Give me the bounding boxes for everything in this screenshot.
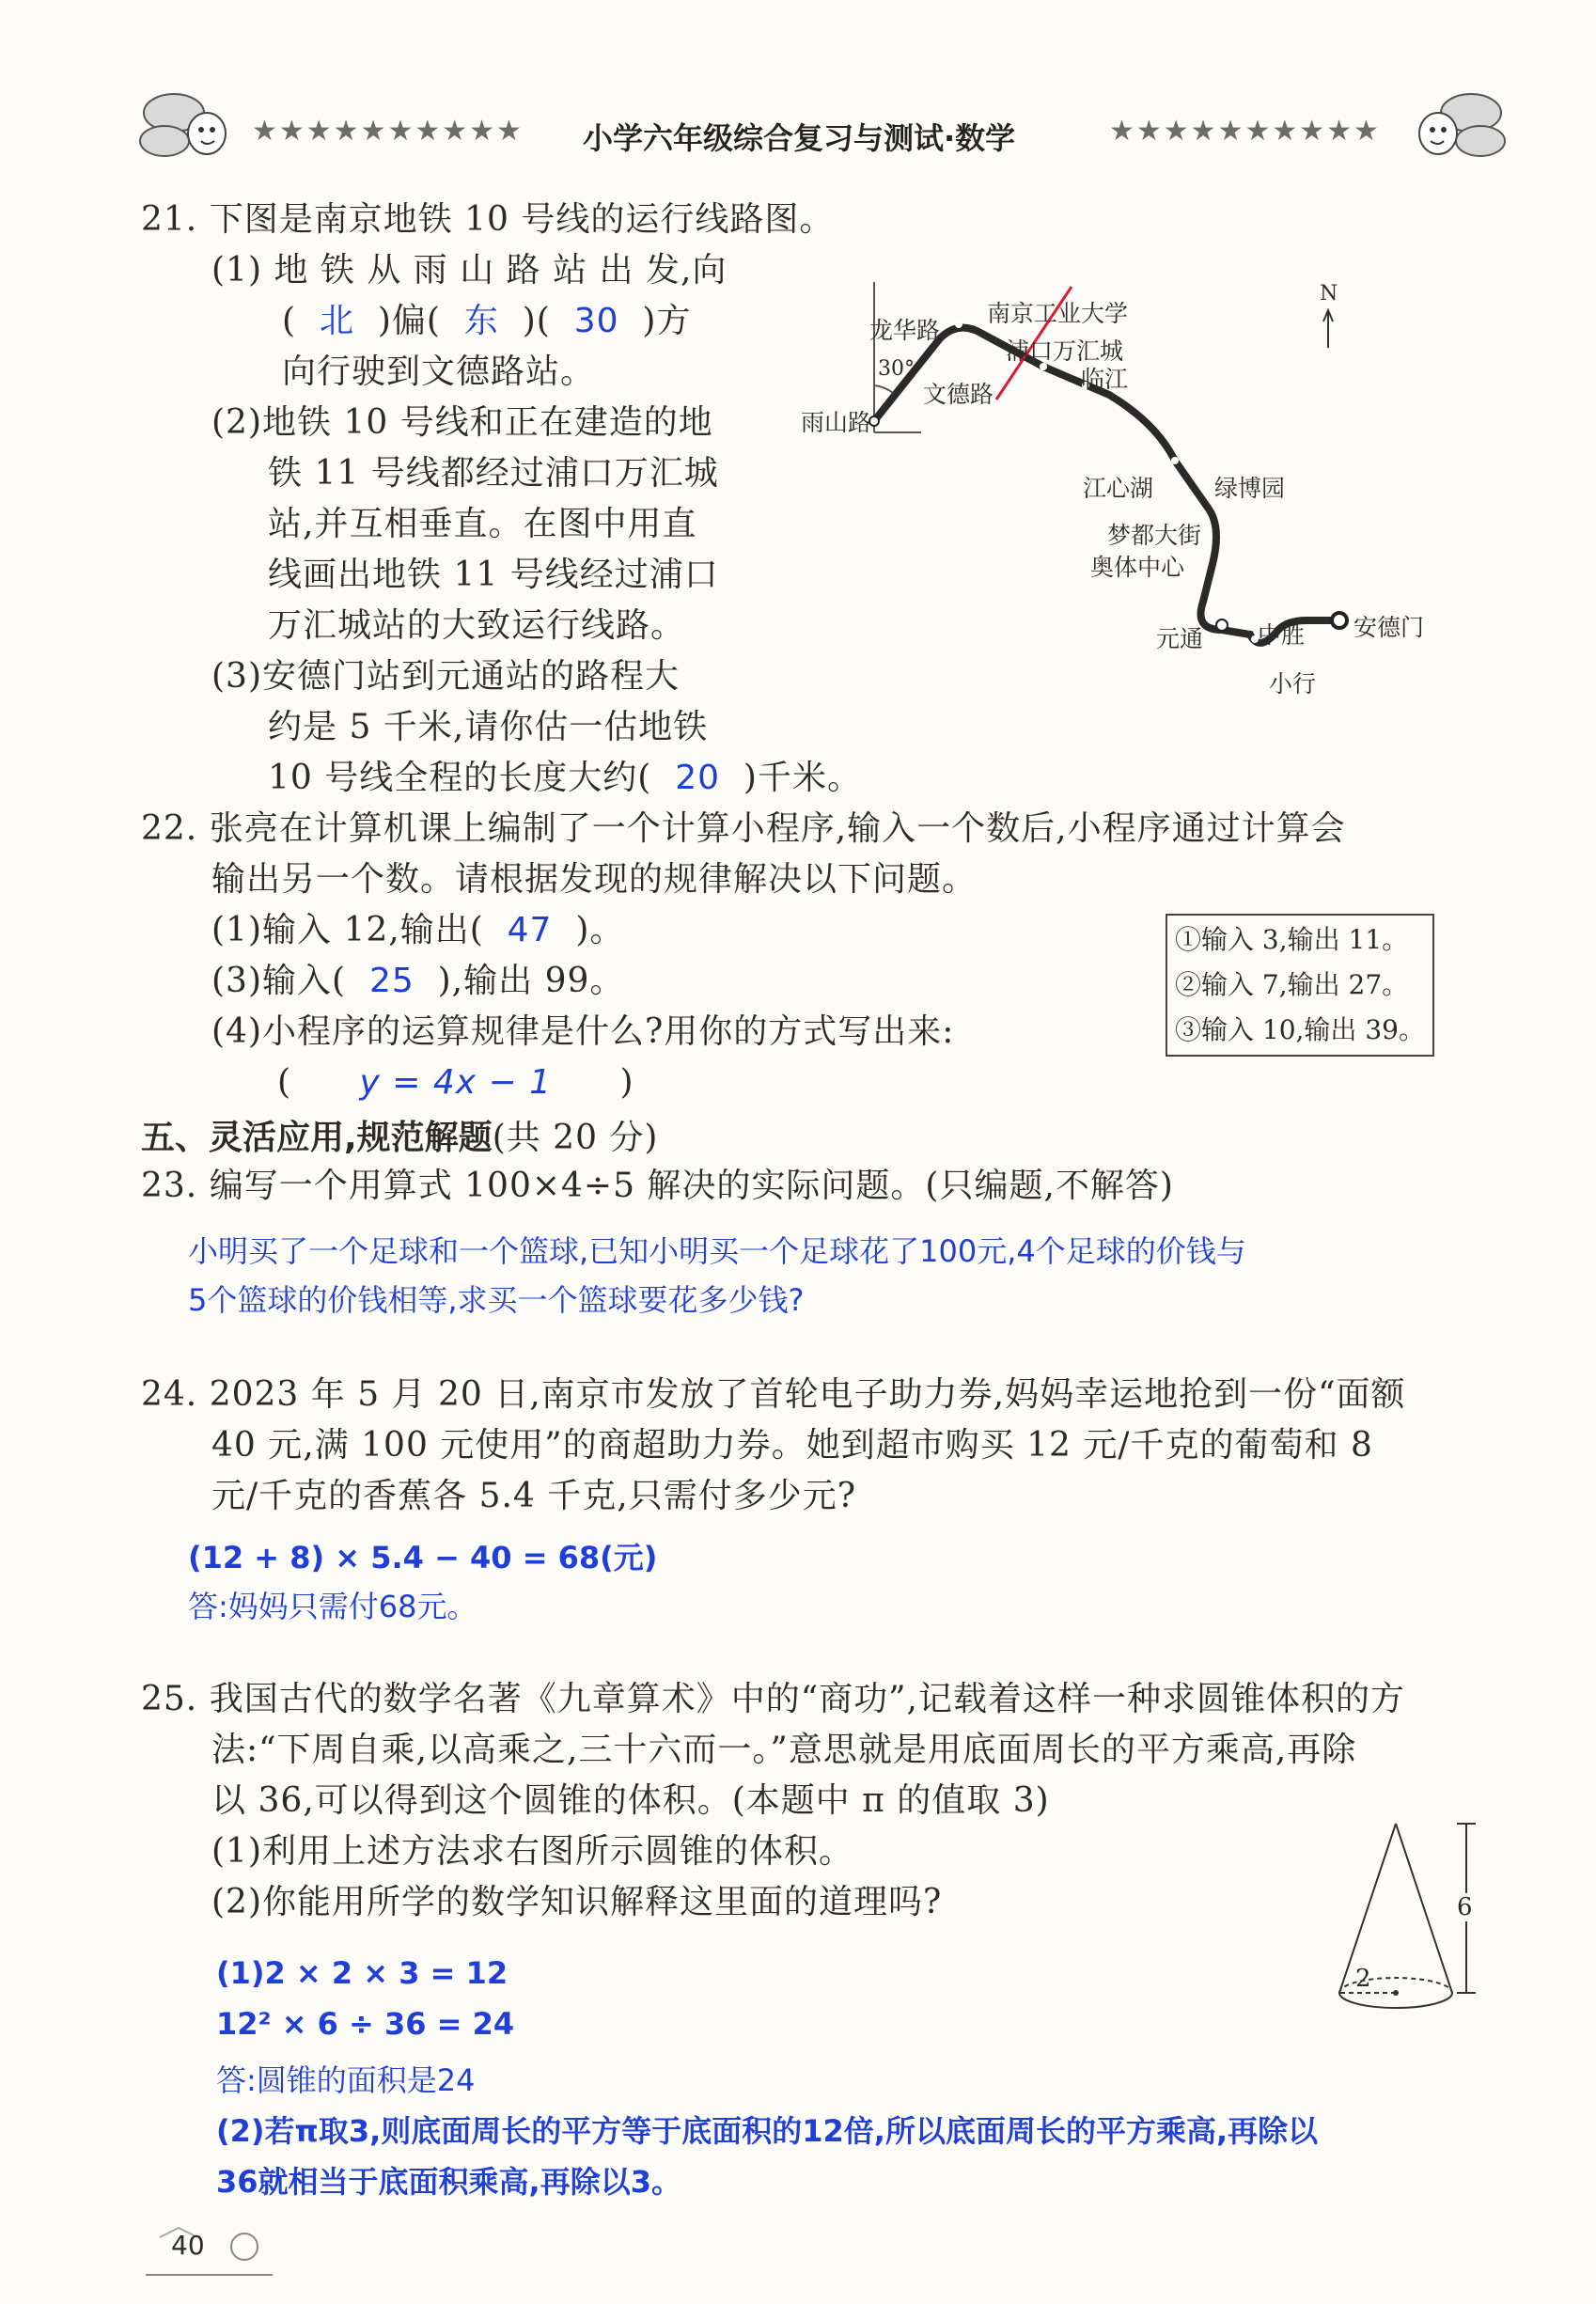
q21-part1-line3: 向行驶到文德路站。 (282, 353, 596, 391)
cone-height-label: 6 (1457, 1893, 1473, 1921)
station-pukou-wanhui: 浦口万汇城 (1006, 337, 1124, 365)
header-stars-right: ★★★★★★★★★★ (1109, 115, 1381, 148)
q22-part1: (1)输入 12,输出( 47 )。 (211, 911, 625, 949)
q21-stem: 21. 下图是南京地铁 10 号线的运行线路图。 (141, 200, 835, 239)
section5-heading: 五、灵活应用,规范解题(共 20 分) (141, 1119, 659, 1157)
rule-1: ①输入 3,输出 11。 (1175, 924, 1409, 955)
north-label: N (1320, 282, 1338, 306)
q25-stem-line2: 法:“下周自乘,以高乘之,三十六而一。”意思就是用底面周长的平方乘高,再除 (211, 1731, 1357, 1769)
q23-stem: 23. 编写一个用算式 100×4÷5 解决的实际问题。(只编题,不解答) (141, 1167, 1174, 1205)
station-zhongsheng: 中胜 (1258, 621, 1306, 649)
q21-part2-line2: 铁 11 号线都经过浦口万汇城 (268, 454, 719, 493)
station-linjiang: 临江 (1081, 366, 1129, 393)
q23-answer-line1: 小明买了一个足球和一个篮球,已知小明买一个足球花了100元,4个足球的价钱与 (188, 1233, 1246, 1269)
q22-answer-rule: y = 4x − 1 (359, 1063, 553, 1102)
q22-part4-answer-line: ( y = 4x − 1 ) (277, 1063, 634, 1102)
q22-stem-line1: 22. 张亮在计算机课上编制了一个计算小程序,输入一个数后,小程序通过计算会 (141, 809, 1346, 848)
station-xiaoxing: 小行 (1269, 670, 1317, 697)
q21-part2-line4: 线画出地铁 11 号线经过浦口 (268, 556, 719, 594)
q25-answer-line2: 12² × 6 ÷ 36 = 24 (216, 2006, 515, 2042)
angle-label: 30° (878, 357, 915, 381)
q21-part1-line1: (1) 地 铁 从 雨 山 路 站 出 发,向 (211, 251, 728, 290)
bee-left-icon (132, 85, 244, 169)
station-longhua: 龙华路 (869, 317, 941, 344)
q21-answer-angle: 30 (573, 302, 619, 340)
q21-part2-line1: (2)地铁 10 号线和正在建造的地 (211, 403, 713, 442)
station-lvboyuan: 绿博园 (1214, 475, 1286, 502)
q21-part3-line1: (3)安德门站到元通站的路程大 (211, 657, 680, 696)
station-yuantong: 元通 (1156, 625, 1204, 652)
q22-answer-1: 47 (507, 911, 553, 949)
q21-answer-length: 20 (675, 759, 721, 797)
q21-part2-line5: 万汇城站的大致运行线路。 (268, 606, 686, 645)
q21-part2-line3: 站,并互相垂直。在图中用直 (268, 505, 697, 543)
subway-map (780, 282, 1494, 714)
q24-stem-line1: 24. 2023 年 5 月 20 日,南京市发放了首轮电子助力券,妈妈幸运地抢到一份“面额 (141, 1375, 1406, 1414)
q21-part3-line2: 约是 5 千米,请你估一估地铁 (268, 708, 709, 746)
q25-stem-line3: 以 36,可以得到这个圆锥的体积。(本题中 π 的值取 3) (211, 1781, 1050, 1820)
station-jiangxinhu: 江心湖 (1083, 475, 1154, 502)
q25-answer-line5: 36就相当于底面积乘高,再除以3。 (216, 2164, 681, 2200)
q24-answer-line2: 答:妈妈只需付68元。 (188, 1589, 477, 1624)
station-aoti: 奥体中心 (1090, 554, 1185, 581)
header-title: 小学六年级综合复习与测试·数学 (583, 120, 1016, 156)
station-andemen: 安德门 (1353, 614, 1425, 641)
header (0, 0, 1596, 188)
q22-stem-line2: 输出另一个数。请根据发现的规律解决以下问题。 (211, 860, 978, 899)
q22-rules-box (1166, 914, 1434, 1057)
q22-part3: (3)输入( 25 ),输出 99。 (211, 962, 625, 1000)
page-number: 40 (171, 2230, 205, 2261)
q24-stem-line2: 40 元,满 100 元使用”的商超助力券。她到超市购买 12 元/千克的葡萄和 8 (211, 1426, 1373, 1465)
q21-part1-line2: ( 北 )偏( 东 )( 30 )方 (282, 302, 692, 340)
footer-decoration-icon (141, 2209, 282, 2284)
rule-2: ②输入 7,输出 27。 (1175, 969, 1409, 1000)
station-mengdu: 梦都大街 (1107, 522, 1202, 549)
q21-answer-north: 北 (319, 302, 354, 340)
cone-figure (1325, 1814, 1485, 2021)
q25-part1: (1)利用上述方法求右图所示圆锥的体积。 (211, 1832, 853, 1871)
q23-answer-line2: 5个篮球的价钱相等,求买一个篮球要花多少钱? (188, 1282, 805, 1318)
q24-answer-line1: (12 + 8) × 5.4 − 40 = 68(元) (188, 1540, 658, 1575)
bee-right-icon (1400, 85, 1513, 169)
q21-part3-line3: 10 号线全程的长度大约( 20 )千米。 (268, 759, 862, 797)
cone-radius-label: 2 (1355, 1965, 1371, 1993)
station-nanjing-tech: 南京工业大学 (987, 300, 1129, 327)
rule-3: ③输入 10,输出 39。 (1175, 1014, 1425, 1045)
header-stars-left: ★★★★★★★★★★ (252, 115, 524, 148)
q21-answer-east: 东 (463, 302, 499, 340)
q25-answer-line4: (2)若π取3,则底面周长的平方等于底面积的12倍,所以底面周长的平方乘高,再除以 (216, 2113, 1319, 2149)
q25-part2: (2)你能用所学的数学知识解释这里面的道理吗? (211, 1883, 943, 1921)
q22-part4: (4)小程序的运算规律是什么?用你的方式写出来: (211, 1012, 955, 1051)
station-wende: 文德路 (923, 381, 994, 408)
q25-answer-line1: (1)2 × 2 × 3 = 12 (216, 1955, 509, 1991)
q24-stem-line3: 元/千克的香蕉各 5.4 千克,只需付多少元? (211, 1477, 857, 1515)
q25-stem-line1: 25. 我国古代的数学名著《九章算术》中的“商功”,记载着这样一种求圆锥体积的方 (141, 1680, 1405, 1718)
q25-answer-line3: 答:圆锥的面积是24 (216, 2062, 476, 2098)
station-yushan: 雨山路 (801, 409, 872, 436)
q22-answer-3: 25 (368, 962, 415, 1000)
